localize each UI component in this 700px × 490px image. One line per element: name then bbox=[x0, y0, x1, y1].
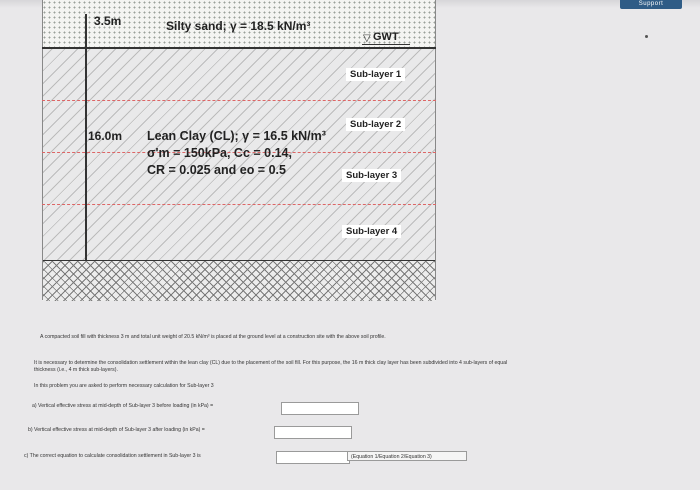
sublayer-1-label: Sub-layer 1 bbox=[346, 68, 405, 81]
clay-label-line3: CR = 0.025 and eo = 0.5 bbox=[147, 163, 286, 177]
part-c-answer-input[interactable] bbox=[276, 451, 350, 464]
depth-3-5m-label: 3.5m bbox=[94, 14, 122, 28]
silty-sand-label: Silty sand; γ = 18.5 kN/m³ bbox=[166, 19, 311, 33]
gwt-line bbox=[362, 44, 410, 45]
depth-16m-label: 16.0m bbox=[88, 129, 123, 143]
profile-right-edge bbox=[435, 0, 436, 300]
sublayer-divider-3 bbox=[42, 204, 436, 205]
part-c-label: c) The correct equation to calculate consolidation settlement in Sub-layer 3 is bbox=[24, 453, 201, 459]
part-c-options-select[interactable]: (Equation 1/Equation 2/Equation 3) bbox=[347, 451, 467, 461]
gwt-triangle-icon: ▽ bbox=[363, 33, 371, 44]
part-b-answer-input[interactable] bbox=[274, 426, 352, 439]
cursor-dot bbox=[645, 35, 648, 38]
clay-label-line1: Lean Clay (CL); γ = 16.5 kN/m³ bbox=[147, 129, 326, 143]
profile-left-edge bbox=[42, 0, 43, 300]
sublayer-divider-1 bbox=[42, 100, 436, 101]
part-a-label: a) Vertical effective stress at mid-depth of Sub-layer 3 before loading (in kPa) = bbox=[32, 403, 214, 409]
gwt-label: GWT bbox=[373, 31, 399, 43]
part-b-label: b) Vertical effective stress at mid-depth of Sub-layer 3 after loading (in kPa) = bbox=[28, 427, 205, 433]
sublayer-3-label: Sub-layer 3 bbox=[342, 169, 401, 182]
question-line3: In this problem you are asked to perform necessary calculation for Sub-layer 3 bbox=[34, 383, 214, 389]
sublayer-4-label: Sub-layer 4 bbox=[342, 225, 401, 238]
support-button[interactable]: Support bbox=[620, 0, 682, 9]
sublayer-2-label: Sub-layer 2 bbox=[346, 118, 405, 131]
depth-line bbox=[85, 14, 87, 260]
question-line2b: thickness (i.e., 4 m thick sub-layers). bbox=[34, 367, 118, 373]
clay-label-line2: σ'm = 150kPa, Cc = 0.14, bbox=[147, 146, 292, 160]
part-a-answer-input[interactable] bbox=[281, 402, 359, 415]
question-intro: A compacted soil fill with thickness 3 m and total unit weight of 20.5 kN/m³ is placed at the ground level at a construction site with the above soil profile. bbox=[40, 334, 386, 340]
bedrock-layer bbox=[42, 260, 436, 301]
question-line2a: It is necessary to determine the consolidation settlement within the lean clay (CL) due to the placement of the soil fill. For this purpose, the 16 m thick clay layer has been subdivided into 4 sub-layers of equal bbox=[34, 360, 508, 366]
sand-clay-boundary bbox=[42, 47, 436, 49]
